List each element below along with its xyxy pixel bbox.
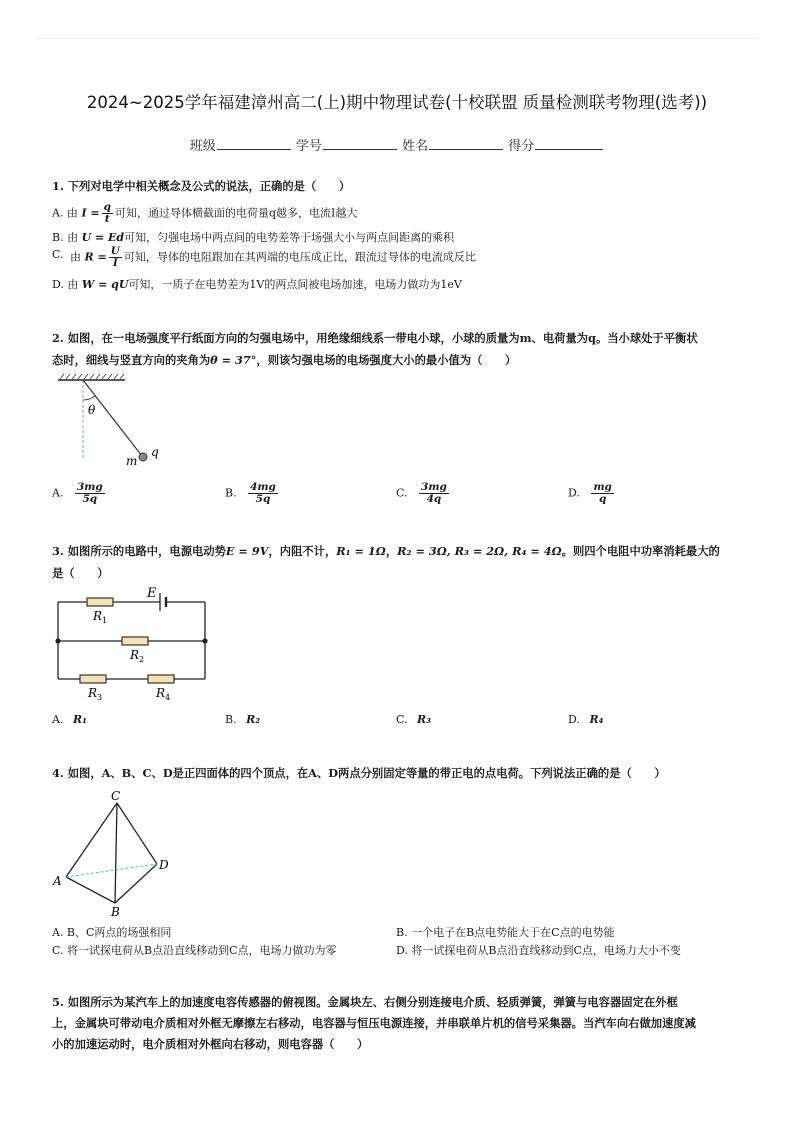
question-2 [52, 327, 742, 371]
junction-left [55, 638, 60, 643]
question-2-option-c[interactable]: C. $\frac{3mg}{4q}$ [396, 481, 447, 505]
question-2-option-b[interactable]: B. $\frac{4mg}{5q}$ [225, 481, 276, 505]
question-5-line-2: 上，金属块可带动电介质相对外框无摩擦左右移动，电容器与恒压电源连接，并串联单片机的信号采集器。当汽车向右做加速度减 [52, 1016, 696, 1030]
question-4 [52, 762, 742, 784]
theta-label: θ [88, 403, 96, 417]
student-number-blank[interactable] [323, 137, 397, 150]
option-d-label: D. 由 [52, 278, 79, 291]
junction-right [202, 638, 207, 643]
resistor-values: R₂ = 3Ω, R₃ = 2Ω, R₄ = 4Ω [397, 544, 562, 558]
angle-arc [83, 396, 95, 400]
name-blank[interactable] [429, 137, 503, 150]
question-3-option-a[interactable]: A. R₁ [52, 713, 87, 726]
question-1-stem: 1. 下列对电学中相关概念及公式的说法，正确的是（ ） [52, 179, 351, 193]
score-blank[interactable] [535, 137, 603, 150]
vertex-d-label: D [159, 858, 169, 872]
page-top-rule [36, 38, 758, 39]
string-line [83, 380, 142, 456]
question-3-option-b[interactable]: B. R₂ [225, 713, 261, 726]
tetrahedron-figure [50, 788, 180, 918]
question-1-option-b[interactable] [52, 229, 454, 245]
vertex-a-label: A [53, 874, 62, 888]
option-d-text: 可知，一质子在电势差为1V的两点间被电场加速，电场力做功为1eV [128, 278, 462, 291]
option-c-formula: R = [84, 250, 107, 264]
emf-label: E [147, 586, 157, 601]
question-4-option-d[interactable]: D. 将一试探电荷从B点沿直线移动到C点，电场力大小不变 [396, 944, 681, 957]
question-3-stem-line2: 是（ ） [52, 566, 109, 580]
option-d-formula: W = qU [81, 278, 129, 291]
resistor-r4 [148, 675, 174, 683]
resistor-r2 [122, 637, 148, 645]
charged-ball [139, 453, 147, 461]
question-2-option-a[interactable]: A. $\frac{3mg}{5q}$ [52, 481, 103, 505]
r1-label: $R_1$ [93, 609, 108, 625]
class-label: 班级 [189, 139, 216, 154]
option-a-fraction: $\frac{q}{t}$ [103, 201, 111, 225]
option-c-fraction: $\frac{U}{I}$ [110, 245, 120, 269]
question-1-option-c-label: C. [52, 248, 64, 261]
circuit-figure [50, 585, 220, 705]
question-4-option-b[interactable]: B. 一个电子在B点电势能大于在C点的电势能 [396, 926, 615, 939]
charge-label: q [151, 445, 159, 459]
angle-value: θ = 37° [210, 353, 257, 367]
question-3 [52, 540, 742, 584]
question-5-line-1: 5. 如图所示为某汽车上的加速度电容传感器的俯视图。金属块左、右侧分别连接电介质、轻质弹簧，弹簧与电容器固定在外框 [52, 995, 678, 1009]
option-b-text: 可知，匀强电场中两点间的电势差等于场强大小与两点间距离的乘积 [124, 231, 455, 244]
question-3-option-d[interactable]: D. R₄ [568, 713, 604, 726]
class-blank[interactable] [217, 137, 291, 150]
question-2-option-d[interactable]: D. $\frac{mg}{q}$ [568, 481, 612, 505]
resistor-r1 [87, 598, 113, 606]
question-2-stem-line2: 态时，细线与竖直方向的夹角为θ = 37°，则该匀强电场的电场强度大小的最小值为（ ） [52, 353, 517, 367]
score-label: 得分 [508, 139, 535, 154]
option-c-text: 可知，导体的电阻跟加在其两端的电压成正比，跟流过导体的电流成反比 [123, 250, 476, 264]
resistor-r3 [80, 675, 106, 683]
vertex-b-label: B [111, 905, 120, 918]
question-4-option-c[interactable]: C. 将一试探电荷从B点沿直线移动到C点，电场力做功为零 [52, 944, 337, 957]
option-c-label: 由 [70, 250, 81, 264]
exam-title: 2024~2025学年福建漳州高二(上)期中物理试卷(十校联盟 质量检测联考物理(选考)) [86, 93, 708, 112]
question-2-stem-line1: 2. 如图，在一电场强度平行纸面方向的匀强电场中，用绝缘细线系一带电小球，小球的质量为m、电荷量为q。当小球处于平衡状 [52, 331, 698, 345]
r4-label: $R_4$ [156, 686, 171, 702]
option-a-label: A. 由 [52, 206, 78, 220]
option-b-label: B. 由 [52, 231, 79, 244]
name-label: 姓名 [402, 139, 429, 154]
option-a-text: 可知，通过导体横截面的电荷量q越多，电流I越大 [114, 206, 358, 220]
question-1-option-a[interactable] [52, 202, 357, 225]
r3-label: $R_3$ [88, 686, 103, 702]
vertex-c-label: C [111, 789, 121, 803]
mass-label: m [126, 454, 138, 468]
question-5-line-3: 小的加速运动时，电介质相对外框向右移动，则电容器（ ） [52, 1037, 369, 1051]
tetrahedron-edges [66, 803, 157, 903]
option-a-formula: I = [81, 206, 100, 220]
question-3-stem-line1: 3. 如图所示的电路中，电源电动势E = 9V，内阻不计，R₁ = 1Ω，R₂ = 3Ω, R₃ = 2Ω, R₄ = 4Ω。则四个电阻中功率消耗最大的 [52, 544, 720, 558]
question-5 [52, 992, 742, 1055]
question-4-option-a[interactable]: A. B、C两点的场强相同 [52, 926, 172, 939]
option-b-formula: U = Ed [81, 231, 125, 244]
student-info-line [0, 135, 794, 154]
r2-label: $R_2$ [130, 648, 145, 664]
question-1 [52, 175, 742, 197]
question-3-option-c[interactable]: C. R₃ [396, 713, 431, 726]
r1-value: R₁ = 1Ω [336, 544, 386, 558]
question-1-option-d[interactable] [52, 276, 462, 292]
student-number-label: 学号 [295, 139, 322, 154]
emf-value: E = 9V [225, 544, 269, 558]
pendulum-figure [50, 372, 170, 472]
ceiling-hatching [60, 374, 124, 379]
question-4-stem: 4. 如图，A、B、C、D是正四面体的四个顶点，在A、D两点分别固定等量的带正电的点电荷。下列说法正确的是（ ） [52, 766, 666, 780]
hidden-edge-ad [66, 864, 157, 877]
question-1-option-c[interactable] [70, 246, 476, 269]
